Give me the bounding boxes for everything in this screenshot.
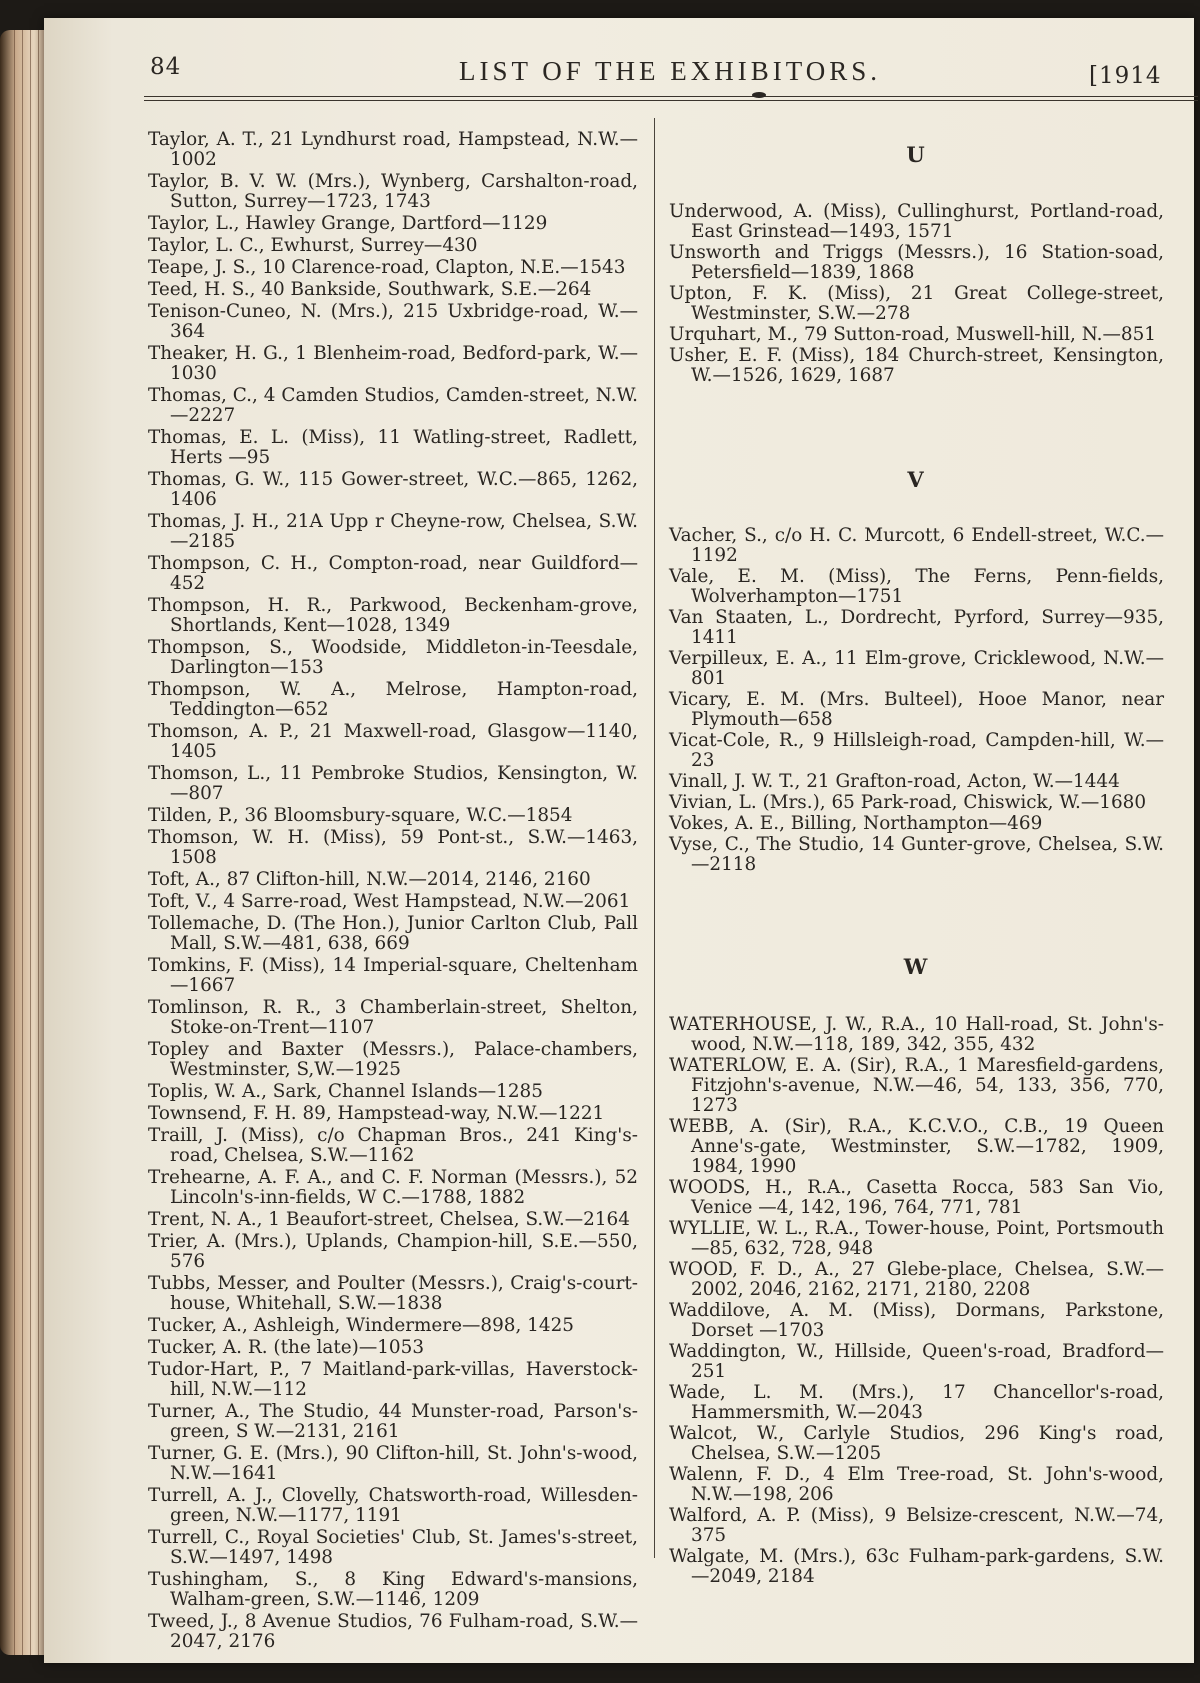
- exhibitor-entry: Vivian, L. (Mrs.), 65 Park-road, Chiswick, W.—1680: [669, 792, 1147, 813]
- exhibitor-entry: Thompson, C. H., Compton-road, near Guildford—452: [148, 553, 638, 594]
- header-rule-thin: [144, 100, 1198, 101]
- page-number: 84: [150, 54, 182, 80]
- rule-ornament: [752, 92, 766, 98]
- exhibitor-entry: Trier, A. (Mrs.), Uplands, Champion-hill, S.E.—550, 576: [148, 1231, 638, 1272]
- exhibitor-entry: Waddilove, A. M. (Miss), Dormans, Parkstone, Dorset —1703: [669, 1300, 1164, 1341]
- exhibitor-entry: Tushingham, S., 8 King Edward's-mansions, Walham-green, S.W.—1146, 1209: [148, 1569, 638, 1610]
- exhibitor-entry: Thomson, A. P., 21 Maxwell-road, Glasgow—1140, 1405: [148, 721, 638, 762]
- running-title: LIST OF THE EXHIBITORS.: [458, 56, 882, 86]
- column-divider: [654, 118, 655, 1558]
- section-letter-v: V: [907, 467, 926, 492]
- exhibitor-entry: Tollemache, D. (The Hon.), Junior Carlton Club, Pall Mall, S.W.—481, 638, 669: [148, 913, 638, 954]
- exhibitor-entry: Toft, V., 4 Sarre-road, West Hampstead, N.W.—2061: [148, 891, 631, 912]
- book-page: [44, 18, 1194, 1663]
- exhibitor-entry: Thompson, H. R., Parkwood, Beckenham-grove, Shortlands, Kent—1028, 1349: [148, 595, 638, 636]
- exhibitor-entry: Vyse, C., The Studio, 14 Gunter-grove, Chelsea, S.W. —2118: [669, 834, 1164, 875]
- exhibitor-entry: Vinall, J. W. T., 21 Grafton-road, Acton, W.—1444: [669, 771, 1120, 792]
- exhibitor-entry: Turrell, A. J., Clovelly, Chatsworth-road, Willesden-green, N.W.—1177, 1191: [148, 1485, 638, 1526]
- exhibitor-entry: Traill, J. (Miss), c/o Chapman Bros., 241 King's-road, Chelsea, S.W.—1162: [148, 1125, 638, 1166]
- exhibitor-entry: Toft, A., 87 Clifton-hill, N.W.—2014, 2146, 2160: [148, 869, 591, 890]
- exhibitor-entry: Underwood, A. (Miss), Cullinghurst, Portland-road, East Grinstead—1493, 1571: [669, 201, 1164, 242]
- exhibitor-entry: Trehearne, A. F. A., and C. F. Norman (Messrs.), 52 Lincoln's-inn-fields, W C.—1788, 1882: [148, 1167, 638, 1208]
- exhibitor-entry: Teed, H. S., 40 Bankside, Southwark, S.E.—264: [148, 279, 592, 300]
- exhibitor-entry: Thomson, W. H. (Miss), 59 Pont-st., S.W.—1463, 1508: [148, 827, 638, 868]
- exhibitor-entry: Tucker, A., Ashleigh, Windermere—898, 1425: [148, 1315, 574, 1336]
- exhibitor-entry: Tenison-Cuneo, N. (Mrs.), 215 Uxbridge-road, W.—364: [148, 301, 638, 342]
- exhibitor-entry: WATERLOW, E. A. (Sir), R.A., 1 Maresfield-gardens, Fitzjohn's-avenue, N.W.—46, 54, 133, 356, 770, 1273: [669, 1055, 1164, 1116]
- exhibitor-entry: Townsend, F. H. 89, Hampstead-way, N.W.—1221: [148, 1103, 605, 1124]
- exhibitor-entry: Tilden, P., 36 Bloomsbury-square, W.C.—1854: [148, 805, 573, 826]
- exhibitor-entry: Theaker, H. G., 1 Blenheim-road, Bedford-park, W.—1030: [148, 343, 638, 384]
- exhibitor-entry: Walcot, W., Carlyle Studios, 296 King's road, Chelsea, S.W.—1205: [669, 1423, 1164, 1464]
- exhibitor-entry: Taylor, L., Hawley Grange, Dartford—1129: [148, 213, 548, 234]
- exhibitor-entry: Tweed, J., 8 Avenue Studios, 76 Fulham-road, S.W.—2047, 2176: [148, 1611, 638, 1652]
- exhibitor-entry: Tudor-Hart, P., 7 Maitland-park-villas, Haverstock-hill, N.W.—112: [148, 1359, 638, 1400]
- exhibitor-entry: Turner, A., The Studio, 44 Munster-road, Parson's-green, S W.—2131, 2161: [148, 1401, 638, 1442]
- exhibitor-entry: Verpilleux, E. A., 11 Elm-grove, Cricklewood, N.W.—801: [669, 648, 1164, 689]
- year-label: [1914: [1089, 63, 1162, 89]
- exhibitor-entry: Thomson, L., 11 Pembroke Studios, Kensington, W.—807: [148, 763, 638, 804]
- right-column: [669, 130, 1164, 1588]
- exhibitor-entry: WATERHOUSE, J. W., R.A., 10 Hall-road, St. John's-wood, N.W.—118, 189, 342, 355, 432: [669, 1014, 1164, 1055]
- exhibitor-entry: WYLLIE, W. L., R.A., Tower-house, Point, Portsmouth—85, 632, 728, 948: [669, 1218, 1164, 1259]
- exhibitor-entry: Walenn, F. D., 4 Elm Tree-road, St. John's-wood, N.W.—198, 206: [669, 1464, 1164, 1505]
- exhibitor-entry: Turner, G. E. (Mrs.), 90 Clifton-hill, St. John's-wood, N.W.—1641: [148, 1443, 638, 1484]
- exhibitor-entry: Thompson, W. A., Melrose, Hampton-road, Teddington—652: [148, 679, 638, 720]
- exhibitor-entry: Walford, A. P. (Miss), 9 Belsize-crescent, N.W.—74, 375: [669, 1505, 1164, 1546]
- exhibitor-entry: Tucker, A. R. (the late)—1053: [148, 1337, 425, 1358]
- exhibitor-entry: WOODS, H., R.A., Casetta Rocca, 583 San Vio, Venice —4, 142, 196, 764, 771, 781: [669, 1177, 1164, 1218]
- exhibitor-entry: Wade, L. M. (Mrs.), 17 Chancellor's-road, Hammersmith, W.—2043: [669, 1382, 1164, 1423]
- exhibitor-entry: Thomas, E. L. (Miss), 11 Watling-street, Radlett, Herts —95: [148, 427, 638, 468]
- header-rule: [144, 96, 1198, 97]
- exhibitor-entry: Tubbs, Messer, and Poulter (Messrs.), Craig's-court-house, Whitehall, S.W.—1838: [148, 1273, 638, 1314]
- exhibitor-entry: Waddington, W., Hillside, Queen's-road, Bradford—251: [669, 1341, 1164, 1382]
- exhibitor-entry: Tomkins, F. (Miss), 14 Imperial-square, Cheltenham —1667: [148, 955, 638, 996]
- exhibitor-entry: Turrell, C., Royal Societies' Club, St. James's-street, S.W.—1497, 1498: [148, 1527, 638, 1568]
- exhibitor-entry: Taylor, L. C., Ewhurst, Surrey—430: [148, 235, 478, 256]
- exhibitor-entry: Taylor, B. V. W. (Mrs.), Wynberg, Carshalton-road, Sutton, Surrey—1723, 1743: [148, 171, 638, 212]
- exhibitor-entry: Teape, J. S., 10 Clarence-road, Clapton, N.E.—1543: [148, 257, 626, 278]
- exhibitor-entry: Taylor, A. T., 21 Lyndhurst road, Hampstead, N.W.—1002: [148, 129, 638, 170]
- exhibitor-entry: Upton, F. K. (Miss), 21 Great College-street, Westminster, S.W.—278: [669, 283, 1164, 324]
- exhibitor-entry: Trent, N. A., 1 Beaufort-street, Chelsea, S.W.—2164: [148, 1209, 630, 1230]
- exhibitor-entry: WEBB, A. (Sir), R.A., K.C.V.O., C.B., 19 Queen Anne's-gate, Westminster, S.W.—1782, 1909, 1984, 1990: [669, 1116, 1164, 1177]
- exhibitor-entry: Unsworth and Triggs (Messrs.), 16 Station-soad, Petersfield—1839, 1868: [669, 242, 1164, 283]
- exhibitor-entry: Thomas, C., 4 Camden Studios, Camden-street, N.W. —2227: [148, 385, 638, 426]
- exhibitor-entry: Vicat-Cole, R., 9 Hillsleigh-road, Campden-hill, W.—23: [669, 730, 1164, 771]
- exhibitor-entry: Usher, E. F. (Miss), 184 Church-street, Kensington, W.—1526, 1629, 1687: [669, 345, 1164, 386]
- exhibitor-entry: Tomlinson, R. R., 3 Chamberlain-street, Shelton, Stoke-on-Trent—1107: [148, 997, 638, 1038]
- section-letter-w: W: [903, 954, 930, 979]
- exhibitor-entry: Van Staaten, L., Dordrecht, Pyrford, Surrey—935, 1411: [669, 607, 1164, 648]
- exhibitor-entry: Vicary, E. M. (Mrs. Bulteel), Hooe Manor, near Plymouth—658: [669, 689, 1164, 730]
- exhibitor-entry: Vokes, A. E., Billing, Northampton—469: [669, 813, 1043, 834]
- exhibitor-entry: Topley and Baxter (Messrs.), Palace-chambers, Westminster, S,W.—1925: [148, 1039, 638, 1080]
- exhibitor-entry: Thomas, J. H., 21A Upp r Cheyne-row, Chelsea, S.W. —2185: [148, 511, 638, 552]
- left-column: [148, 130, 638, 1654]
- exhibitor-entry: Walgate, M. (Mrs.), 63c Fulham-park-gardens, S.W. —2049, 2184: [669, 1546, 1164, 1587]
- section-letter-u: U: [906, 142, 927, 167]
- exhibitor-entry: Thompson, S., Woodside, Middleton-in-Teesdale, Darlington—153: [148, 637, 638, 678]
- exhibitor-entry: Toplis, W. A., Sark, Channel Islands—1285: [148, 1081, 543, 1102]
- exhibitor-entry: Urquhart, M., 79 Sutton-road, Muswell-hill, N.—851: [669, 324, 1157, 345]
- exhibitor-entry: WOOD, F. D., A., 27 Glebe-place, Chelsea, S.W.—2002, 2046, 2162, 2171, 2180, 2208: [669, 1259, 1164, 1300]
- exhibitor-entry: Vacher, S., c/o H. C. Murcott, 6 Endell-street, W.C.—1192: [669, 525, 1164, 566]
- exhibitor-entry: Thomas, G. W., 115 Gower-street, W.C.—865, 1262, 1406: [148, 469, 638, 510]
- exhibitor-entry: Vale, E. M. (Miss), The Ferns, Penn-fields, Wolverhampton—1751: [669, 566, 1164, 607]
